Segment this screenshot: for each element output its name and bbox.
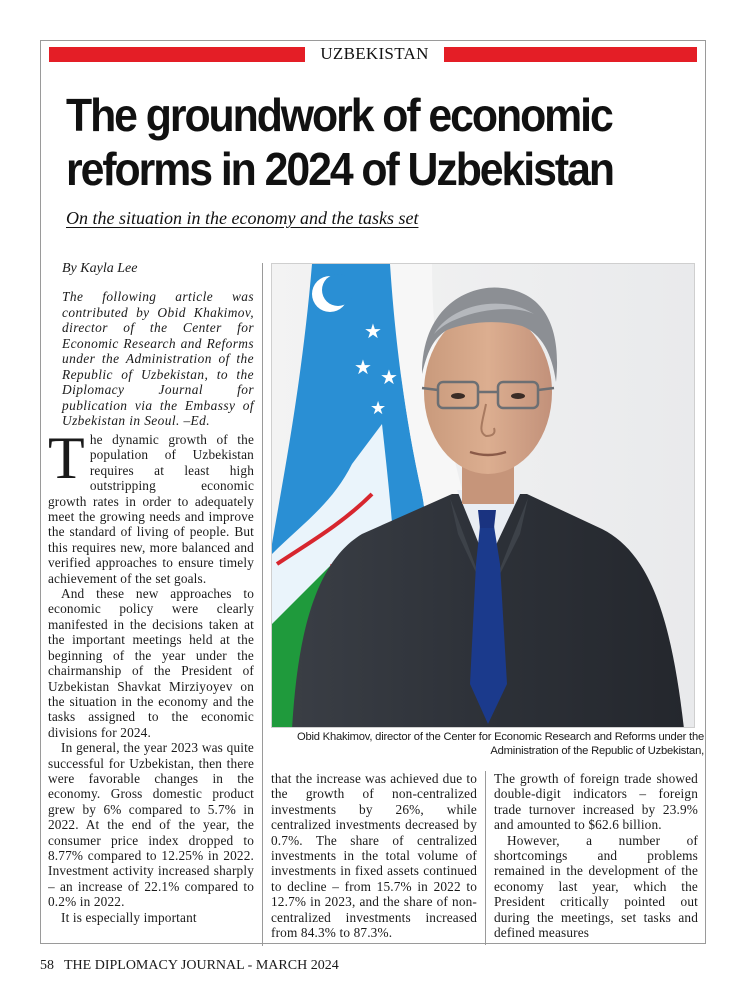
paragraph: However, a number of shortcomings and problems remained in the development of the economy last year, which the President critically pointed out during the meetings, set tasks and defined measures [494, 832, 698, 941]
drop-cap: T [48, 432, 85, 491]
article-column-3 [494, 771, 698, 940]
publication-name: THE DIPLOMACY JOURNAL - MARCH 2024 [64, 958, 339, 973]
section-label: UZBEKISTAN [320, 44, 429, 63]
svg-text:★: ★ [354, 355, 372, 379]
headline: The groundwork of economic reforms in 2024 of Uzbekistan [66, 89, 613, 195]
svg-text:★: ★ [380, 365, 398, 389]
byline: By Kayla Lee [62, 261, 138, 276]
section-bar-left [49, 47, 305, 62]
paragraph: It is especially important [61, 909, 197, 925]
paragraph: that the increase was achieved due to the growth of non-centralized investments by 26%, while centralized investments decreased by 0.7%. The share of centralized investments in the total volume of investments in fixed assets continued to decline – from 15.7% in 2022 to 12.7% in 2023, and the share of non-centralized investments increased from 84.3% to 87.3%. [271, 771, 477, 941]
paragraph: And these new approaches to economic policy were clearly manifested in the decisions taken at the important meetings held at the beginning of the year under the chairmanship of the President of Uzbekistan Shavkat Mirziyoyev on the situation in the economy and the tasks assigned to the economic divisions for 2024. [48, 586, 254, 740]
subhead: On the situation in the economy and the tasks set [66, 208, 419, 228]
article-column-2 [271, 771, 477, 940]
column-rule [262, 263, 263, 946]
page-footer [40, 958, 339, 974]
portrait-illustration [272, 264, 695, 728]
paragraph: The growth of foreign trade showed double-digit indicators – foreign trade turnover increased by 23.9% and amounted to $62.6 billion. [494, 771, 698, 833]
photo-caption: Obid Khakimov, director of the Center for Economic Research and Reforms under the Administration of the Republic of Uzbekistan, [296, 731, 704, 757]
portrait-photo [271, 263, 695, 728]
paragraph: In general, the year 2023 was quite successful for Uzbekistan, then there were favorable changes in the economy. Gross domestic product grew by 6% compared to 5.7% in 2022. At the end of the year, the consumer price index dropped to 8.77% compared to 12.25% in 2022. Investment activity increased sharply – an increase of 22.1% compared to 0.2% in 2022. [48, 740, 254, 910]
section-bar-right [444, 47, 697, 62]
paragraph [48, 432, 254, 586]
svg-text:★: ★ [364, 319, 382, 343]
paragraph-text: he dynamic growth of the population of Uzbekistan requires at least high outstripping economic growth rates in order to adequately meet the growing needs and improve the standard of living of people. But this requires new, more balanced and verified approaches to ensure timely achievement of the set goals. [48, 432, 254, 586]
article-column-1 [48, 432, 254, 945]
svg-text:★: ★ [370, 398, 387, 419]
editor-note: The following article was contributed by Obid Khakimov, director of the Center for Economic Research and Reforms under the Administration of the Republic of Uzbekistan, to the Diplomacy Journal for publication via the Embassy of Uzbekistan in Seoul. –Ed. [62, 289, 254, 428]
page-number: 58 [40, 958, 54, 973]
column-rule [485, 771, 486, 945]
